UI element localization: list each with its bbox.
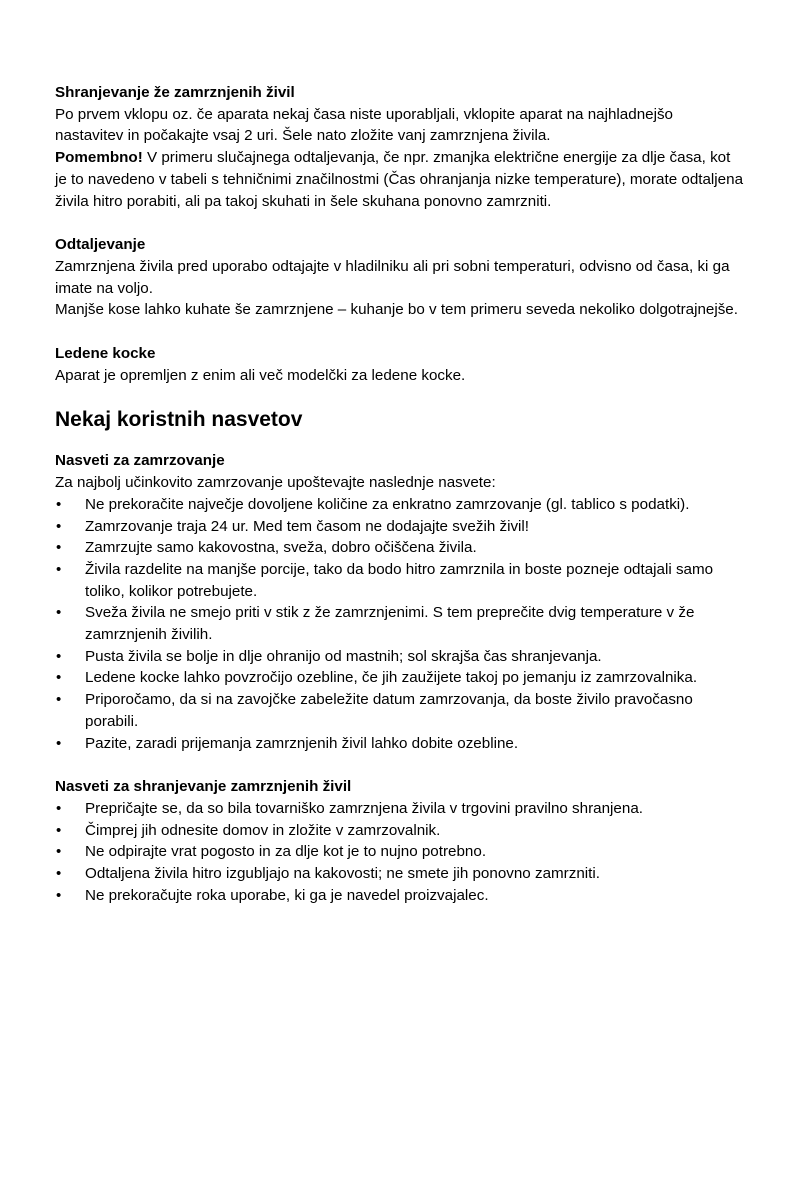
storing-paragraph: Po prvem vklopu oz. če aparata nekaj časa niste uporabljali, vklopite aparat na najhladnejšo nastavitev in počakajte vsaj 2 uri. Šele nato zložite vanj zamrznjena živila. [55, 105, 674, 145]
list-item: • Pusta živila se bolje in dlje ohranijo od mastnih; sol skrajša čas shranjevanja. [55, 646, 745, 668]
list-item: • Ne odpirajte vrat pogosto in za dlje kot je to nujno potrebno. [55, 841, 745, 863]
list-item: • Živila razdelite na manjše porcije, tako da bodo hitro zamrznila in boste pozneje odtajali samo toliko, kolikor potrebujete. [55, 559, 745, 602]
list-item: • Priporočamo, da si na zavojčke zabeležite datum zamrzovanja, da boste živilo pravočasno porabili. [55, 689, 745, 732]
storage-tips-list [55, 798, 745, 907]
list-item: • Ne prekoračite največje dovoljene količine za enkratno zamrzovanje (gl. tablico s podatki). [55, 494, 745, 516]
list-item: • Odtaljena živila hitro izgubljajo na kakovosti; ne smete jih ponovno zamrzniti. [55, 863, 745, 885]
storage-tips-title: Nasveti za shranjevanje zamrznjenih živil [55, 778, 352, 796]
freezing-tips-header [55, 450, 745, 493]
freezing-tips-list [55, 494, 745, 754]
list-item: • Zamrzovanje traja 24 ur. Med tem časom ne dodajajte svežih živil! [55, 516, 745, 538]
list-item: • Zamrzujte samo kakovostna, sveža, dobro očiščena živila. [55, 537, 745, 559]
thawing-paragraph-1: Zamrznjena živila pred uporabo odtajajte v hladilniku ali pri sobni temperaturi, odvisno od časa, ki ga imate na voljo. [55, 257, 730, 297]
ice-paragraph: Aparat je opremljen z enim ali več modelčki za ledene kocke. [55, 366, 466, 384]
list-item: • Čimprej jih odnesite domov in zložite v zamrzovalnik. [55, 820, 745, 842]
ice-title: Ledene kocke [55, 345, 156, 363]
tips-heading: Nekaj koristnih nasvetov [55, 408, 303, 432]
list-item: • Ne prekoračujte roka uporabe, ki ga je navedel proizvajalec. [55, 885, 745, 907]
thawing-paragraph-2: Manjše kose lahko kuhate še zamrznjene – kuhanje bo v tem primeru seveda nekoliko dolgotrajnejše. [55, 301, 738, 319]
storing-title: Shranjevanje že zamrznjenih živil [55, 84, 295, 101]
ice-section [55, 343, 745, 386]
list-item: • Ledene kocke lahko povzročijo ozebline, če jih zaužijete takoj po jemanju iz zamrzovalnika. [55, 667, 745, 689]
storage-tips-header [55, 776, 745, 798]
list-item: • Pazite, zaradi prijemanja zamrznjenih živil lahko dobite ozebline. [55, 733, 745, 755]
freezing-tips-title: Nasveti za zamrzovanje [55, 452, 225, 470]
storing-section [55, 82, 745, 212]
list-item: • Prepričajte se, da so bila tovarniško zamrznjena živila v trgovini pravilno shranjena. [55, 798, 745, 820]
thawing-title: Odtaljevanje [55, 236, 146, 254]
manual-page [55, 82, 745, 907]
important-text: V primeru slučajnega odtaljevanja, če npr. zmanjka električne energije za dlje časa, kot je to navedeno v tabeli s tehničnimi značilnostmi (Čas ohranjanja nizke temperature), morate odtaljena živila hitro porabiti, ali pa takoj skuhati in šele skuhana ponovno zamrzniti. [55, 149, 744, 210]
thawing-section [55, 234, 745, 321]
freezing-tips-intro: Za najbolj učinkovito zamrzovanje upoštevajte naslednje nasvete: [55, 474, 496, 492]
list-item: • Sveža živila ne smejo priti v stik z že zamrznjenimi. S tem preprečite dvig temperature v že zamrznjenih živilih. [55, 602, 745, 645]
important-label: Pomembno! [55, 149, 143, 167]
